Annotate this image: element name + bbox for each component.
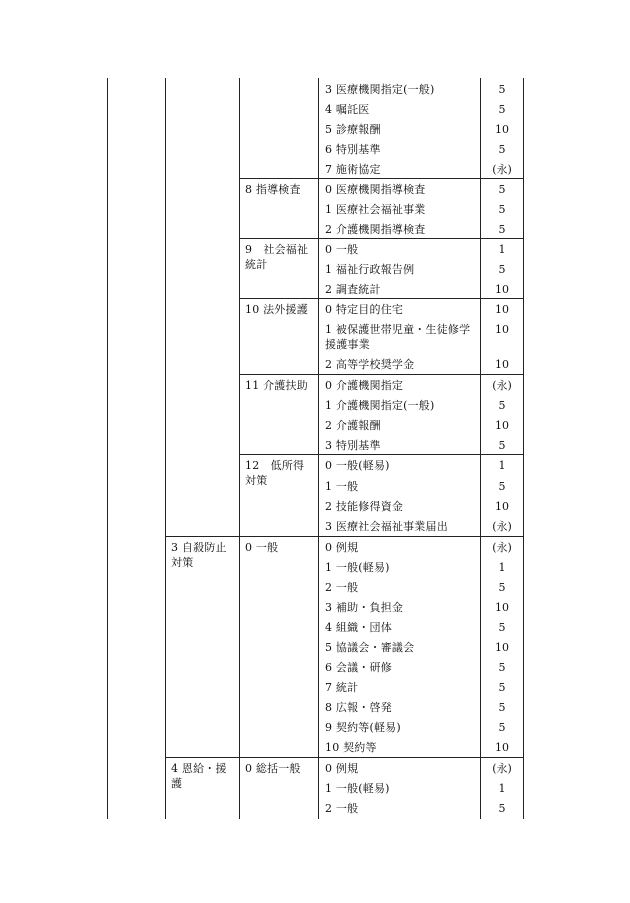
category-label: 3 自殺防止対策 — [171, 541, 227, 569]
item-label: 3 医療機関指定(一般) — [325, 83, 435, 96]
retention-value: (永) — [492, 541, 512, 554]
group-label: 0 一般 — [245, 541, 279, 554]
item-label: 7 施術協定 — [325, 163, 381, 176]
item-label: 1 一般 — [325, 480, 359, 493]
item-label: 2 介護報酬 — [325, 419, 381, 432]
retention-value: 5 — [498, 661, 506, 674]
retention-value: 1 — [498, 459, 506, 472]
row-border — [239, 454, 524, 455]
group-label: 9 社会福祉統計 — [245, 243, 309, 271]
retention-value: 10 — [495, 500, 509, 513]
retention-value: 5 — [498, 681, 506, 694]
item-label: 2 高等学校奨学金 — [325, 358, 415, 371]
row-border — [165, 757, 524, 758]
item-label: 1 一般(軽易) — [325, 782, 390, 795]
retention-value: 10 — [495, 123, 509, 136]
retention-value: 5 — [498, 701, 506, 714]
retention-value: (永) — [492, 379, 512, 392]
retention-value: 10 — [495, 641, 509, 654]
group-label: 12 低所得対策 — [245, 459, 305, 487]
item-label: 7 統計 — [325, 681, 359, 694]
item-label: 0 特定目的住宅 — [325, 303, 404, 316]
retention-value: 5 — [498, 581, 506, 594]
retention-value: 5 — [498, 203, 506, 216]
retention-value: 5 — [498, 183, 506, 196]
item-label: 1 介護機関指定(一般) — [325, 399, 435, 412]
row-border — [165, 536, 524, 537]
retention-value: 5 — [498, 439, 506, 452]
item-label: 0 例規 — [325, 762, 359, 775]
retention-value: (永) — [492, 762, 512, 775]
row-border — [239, 298, 524, 299]
retention-value: 10 — [495, 741, 509, 754]
item-label: 6 特別基準 — [325, 143, 381, 156]
item-label: 2 技能修得資金 — [325, 500, 404, 513]
retention-value: 10 — [495, 358, 509, 371]
column-border — [318, 78, 319, 819]
column-border — [107, 78, 108, 819]
group-label: 10 法外援護 — [245, 303, 308, 316]
item-label: 0 介護機関指定 — [325, 379, 404, 392]
retention-value: (永) — [492, 163, 512, 176]
row-border — [239, 178, 524, 179]
retention-value: 5 — [498, 263, 506, 276]
item-label: 3 医療社会福祉事業届出 — [325, 520, 448, 533]
row-border — [239, 374, 524, 375]
item-label: 2 調査統計 — [325, 283, 381, 296]
category-label: 4 恩給・援護 — [171, 762, 227, 790]
item-label: 0 一般(軽易) — [325, 459, 390, 472]
item-label: 1 被保護世帯児童・生徒修学援護事業 — [325, 323, 471, 351]
item-label: 9 契約等(軽易) — [325, 721, 401, 734]
retention-value: 5 — [498, 143, 506, 156]
column-border — [239, 78, 240, 819]
retention-value: 5 — [498, 83, 506, 96]
item-label: 4 嘱託医 — [325, 103, 370, 116]
retention-value: 5 — [498, 399, 506, 412]
item-label: 6 会議・研修 — [325, 661, 392, 674]
retention-value: 10 — [495, 323, 509, 336]
retention-value: (永) — [492, 520, 512, 533]
item-label: 5 診療報酬 — [325, 123, 381, 136]
retention-value: 5 — [498, 103, 506, 116]
item-label: 10 契約等 — [325, 741, 377, 754]
item-label: 2 一般 — [325, 581, 359, 594]
column-border — [165, 78, 166, 819]
item-label: 2 介護機関指導検査 — [325, 223, 426, 236]
item-label: 1 医療社会福祉事業 — [325, 203, 426, 216]
item-label: 5 協議会・審議会 — [325, 641, 415, 654]
item-label: 1 福祉行政報告例 — [325, 263, 415, 276]
retention-value: 1 — [498, 782, 506, 795]
retention-value: 5 — [498, 621, 506, 634]
item-label: 0 医療機関指導検査 — [325, 183, 426, 196]
item-label: 3 補助・負担金 — [325, 601, 404, 614]
item-label: 3 特別基準 — [325, 439, 381, 452]
retention-value: 10 — [495, 283, 509, 296]
item-label: 8 広報・啓発 — [325, 701, 392, 714]
retention-value: 10 — [495, 303, 509, 316]
retention-value: 1 — [498, 561, 506, 574]
retention-value: 5 — [498, 802, 506, 815]
retention-value: 10 — [495, 601, 509, 614]
item-label: 2 一般 — [325, 802, 359, 815]
retention-value: 5 — [498, 480, 506, 493]
group-label: 11 介護扶助 — [245, 379, 308, 392]
row-border — [239, 238, 524, 239]
group-label: 0 総括一般 — [245, 762, 301, 775]
retention-value: 5 — [498, 721, 506, 734]
item-label: 1 一般(軽易) — [325, 561, 390, 574]
retention-value: 1 — [498, 243, 506, 256]
item-label: 4 組織・団体 — [325, 621, 392, 634]
item-label: 0 例規 — [325, 541, 359, 554]
retention-value: 10 — [495, 419, 509, 432]
item-label: 0 一般 — [325, 243, 359, 256]
retention-value: 5 — [498, 223, 506, 236]
group-label: 8 指導検査 — [245, 183, 301, 196]
